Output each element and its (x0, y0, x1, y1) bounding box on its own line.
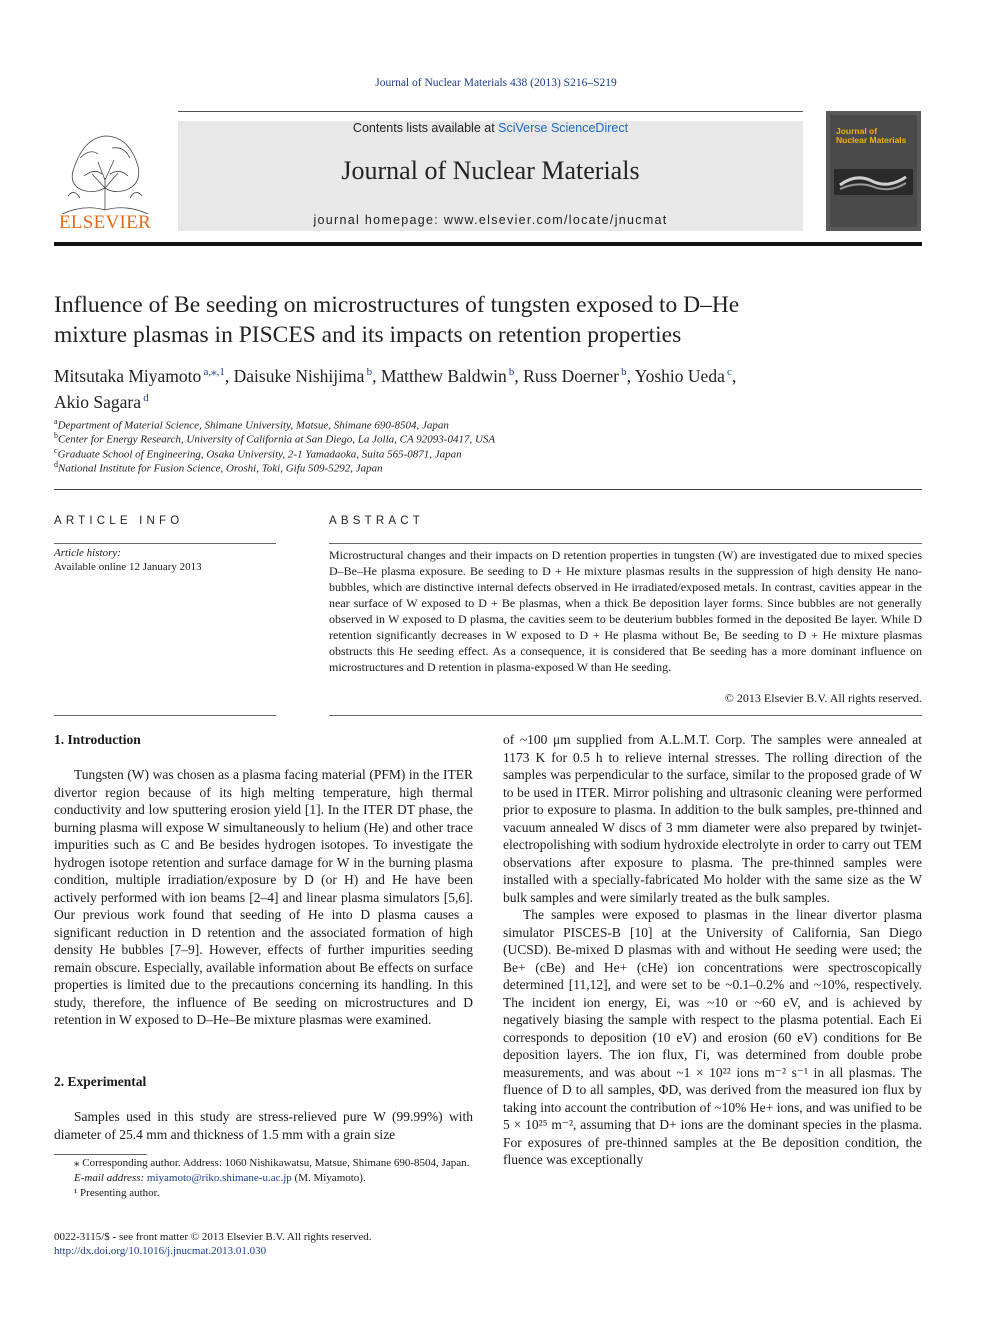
email-link[interactable]: miyamoto@riko.shimane-u.ac.jp (146, 1172, 292, 1184)
author-affil-mark[interactable]: b (621, 366, 627, 378)
article-title (54, 290, 934, 350)
paragraph: Samples used in this study are stress-relieved pure W (99.99%) with diameter of 25.4 mm and thickness of 1.5 mm with a grain size (54, 1109, 473, 1142)
affiliation-b: $^b$Center for Energy Research, University of California at San Diego, La Jolla, CA 92093-0417, USA (54, 431, 496, 446)
divider (54, 543, 276, 544)
footnote-email (54, 1171, 473, 1186)
experimental-text-right (503, 731, 922, 1169)
cover-title-line-2: Nuclear Materials (836, 135, 907, 145)
section-heading-experimental: 2. Experimental (54, 1074, 147, 1089)
author-affil-mark[interactable]: b (366, 366, 373, 378)
affiliation-c: $^c$Graduate School of Engineering, Osaka University, 2-1 Yamadaoka, Suita 565-0871, Japan (54, 446, 462, 461)
abstract-heading: ABSTRACT (329, 515, 424, 527)
cover-title (836, 127, 912, 145)
issn-line: 0022-3115/$ - see front matter © 2013 Elsevier B.V. All rights reserved. (54, 1231, 372, 1243)
article-title-line-1: Influence of Be seeding on microstructures of tungsten exposed to D–He (54, 292, 740, 318)
header-rule-bottom (54, 242, 922, 246)
article-history-label: Article history: (54, 547, 121, 559)
author-name[interactable]: Daisuke Nishijima (233, 365, 365, 386)
divider (329, 715, 922, 716)
author-affil-mark[interactable]: b (508, 366, 515, 378)
doi-link[interactable]: http://dx.doi.org/10.1016/j.jnucmat.2013.01.030 (54, 1245, 267, 1257)
elsevier-wordmark: ELSEVIER (58, 212, 152, 233)
author-name[interactable]: Yoshio Ueda (634, 365, 725, 386)
author-affil-mark[interactable]: d (143, 391, 149, 404)
author-name[interactable]: Akio Sagara (54, 391, 141, 412)
affiliation-d: $^d$National Institute for Fusion Science, Oroshi, Toki, Gifu 509-5292, Japan (54, 460, 383, 475)
footnote-presenting: ¹ Presenting author. (74, 1187, 160, 1199)
article-title-line-2: mixture plasmas in PISCES and its impacts on retention properties (54, 322, 682, 348)
divider (54, 489, 922, 490)
author-affil-mark[interactable]: a,⁎,1 (203, 366, 225, 378)
author-name[interactable]: Matthew Baldwin (380, 365, 507, 386)
affiliation-a: $^a$Department of Material Science, Shimane University, Matsue, Shimane 690-8504, Japan (54, 417, 449, 432)
paragraph: Tungsten (W) was chosen as a plasma facing material (PFM) in the ITER divertor region because of its high melting temperature, high thermal conductivity and low sputtering erosion yield [1]. In the ITER DT phase, the burning plasma will expose W simultaneously to helium (He) and other trace impurities such as C and Be besides hydrogen isotopes. To investigate the hydrogen isotope retention and surface damage for W in the burning plasma condition, multiple irradiation/exposure by D (or H) and He have been actively performed with ion beams [2–4] and linear plasma simulators [5,6]. Our previous work found that seeding of He into D plasma causes a significant reduction in D retention and the associated formation of high density He bubbles [7–9]. However, effects of further impurities seeding remain obscure. Especially, available information about Be effects on surface properties is limited due to the precautions concerning its handling. In this study, therefore, the influence of Be seeding on microstructures and D retention in W exposed to D–He–Be mixture plasmas were examined. (54, 767, 473, 1027)
abstract-copyright: © 2013 Elsevier B.V. All rights reserved. (724, 691, 922, 705)
abstract-text: Microstructural changes and their impacts on D retention properties in tungsten (W) are investigated due to mixed species D–Be–He plasma exposure. Be seeding to D + He mixture plasmas results in the suppression of high density He nano-bubbles, which are distinctive internal defects observed in He irradiated/exposed metals. In contrast, cavities appear in the near surface of W exposed to D + Be plasmas, when a thick Be deposition layer forms. Since bubbles are not generally observed in W exposed to D plasma, the cavities seem to be deuterium bubbles formed in the deposited Be layer. While D retention significantly decreases in W exposed to D + He plasma without Be, Be seeding to D + He mixture plasmas obstructs this He seeding effect. As a consequence, it is considered that Be seeding has a more dominant influence on microstructures and D retention in plasma-exposed W than He seeding. (329, 548, 922, 674)
journal-title: Journal of Nuclear Materials (341, 156, 640, 185)
author-list: Mitsutaka Miyamoto $^{a,⁎,1}$, Daisuke Nishijima $^b$, Matthew Baldwin $^b$, Russ Doerner $^b$, Yoshio Ueda $^c$, Akio Sagara $^d$ (54, 365, 737, 412)
article-info-heading: ARTICLE INFO (54, 515, 184, 527)
author-name[interactable]: Russ Doerner (523, 365, 619, 386)
divider (54, 715, 276, 716)
sciverse-link[interactable]: SciVerse ScienceDirect (498, 121, 629, 135)
email-suffix: (M. Miyamoto). (291, 1172, 366, 1184)
footnote-corresponding: ⁎ Corresponding author. Address: 1060 Nishikawatsu, Matsue, Shimane 690-8504, Japan. (74, 1157, 470, 1169)
author-affil-mark[interactable]: c (727, 366, 732, 378)
contents-line (178, 121, 803, 135)
email-label: E-mail address: (74, 1172, 147, 1184)
experimental-text-left (54, 1108, 473, 1143)
introduction-text (54, 766, 473, 1029)
footnotes (54, 1156, 473, 1201)
author-name[interactable]: Mitsutaka Miyamoto (54, 365, 202, 386)
footnote-rule (54, 1154, 147, 1155)
paragraph: The samples were exposed to plasmas in the linear divertor plasma simulator PISCES-B [10] at the University of California, San Diego (UCSD). Be-mixed D plasmas with and without He seeding were used; the Be+ (cBe) and He+ (cHe) ion concentrations were spectroscopically determined [11,12], and were set to be ~0.1–0.2% and ~10%, respectively. The incident ion energy, Ei, was ~10 or ~60 eV, and is achieved by negatively biasing the sample with respect to the plasma potential. Each Ei corresponds to deposition (10 eV) and erosion (60 eV) conditions for Be deposition layers. The ion flux, Γi, was determined from double probe measurements, and was about ~1 × 10²² ions m⁻² s⁻¹ in all plasmas. The fluence of D to all samples, ΦD, was derived from the measured ion flux by taking into account the contribution of ~10% He+ ions, and was unified to be 5 × 10²⁵ m⁻², assuming that D+ ions are the dominant species in the plasma. For exposures of pre-thinned samples at the Be deposition condition, the fluence was exceptionally (503, 907, 922, 1167)
paragraph: of ~100 μm supplied from A.L.M.T. Corp. The samples were annealed at 1173 K for 0.5 h to relieve internal stresses. The rolling direction of the samples was perpendicular to the surface, similar to the proposed grade of W to be used in ITER. Mirror polishing and ultrasonic cleaning were performed prior to exposure to plasma. In addition to the bulk samples, pre-thinned and vacuum annealed W discs of 3 mm diameter were also prepared by twinjet-electropolishing with sodium hydroxide electrolyte in order to carry out TEM observations after exposure to plasma. The pre-thinned samples were installed with a specially-fabricated Mo holder with the same size as the W bulk samples and were similarly treated as the bulk samples. (503, 732, 922, 905)
contents-prefix: Contents lists available at (352, 121, 499, 135)
header-rule-top (178, 111, 803, 112)
article-history-value: Available online 12 January 2013 (54, 561, 202, 573)
cover-title-line-1: Journal of (836, 126, 878, 136)
divider (329, 543, 922, 544)
journal-homepage[interactable]: journal homepage: www.elsevier.com/locate/jnucmat (313, 213, 668, 227)
journal-reference[interactable]: Journal of Nuclear Materials 438 (2013) S216–S219 (375, 77, 617, 89)
section-heading-introduction: 1. Introduction (54, 732, 141, 747)
